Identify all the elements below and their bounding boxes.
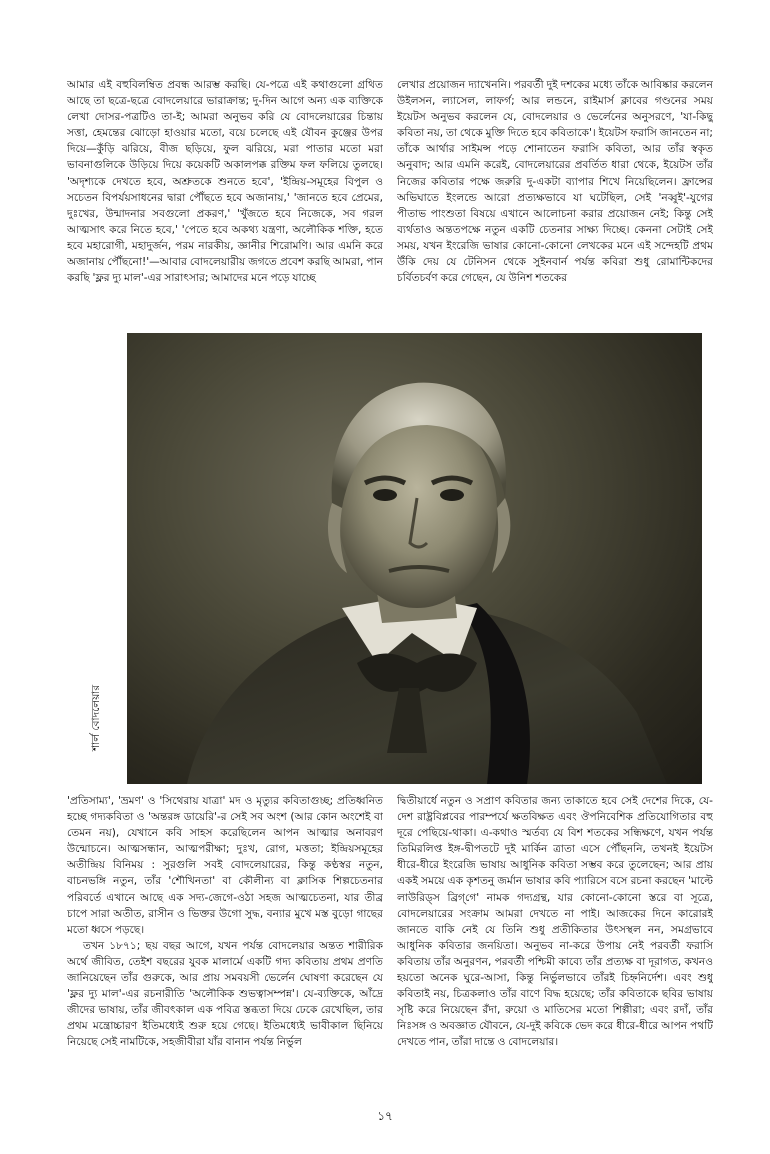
photo-caption: শার্ল বোদলেয়ার [90, 684, 102, 751]
page-number: ১৭ [377, 1109, 393, 1123]
column-bottom-right [397, 793, 713, 1086]
column-top-right [397, 77, 713, 335]
portrait-photo [127, 333, 702, 784]
portrait-image [127, 333, 702, 784]
column-top-left [67, 77, 383, 335]
paragraph: লেখার প্রয়োজন দ্যাখেননি। পরবর্তী দুই দশকের মধ্যে তাঁকে আবিষ্কার করলেন উইলসন, ল্যাসেল, লাফর্গ; আর লন্ডনে, রাইমার্স ক্লাবের গণ্ডনের সময় ইয়েটস অনুভব করলেন যে, বোদলেয়ার ও ভের্লেনের অনুসরণে, 'যা-কিছু কবিতা নয়, তা থেকে মুক্তি দিতে হবে কবিতাকে'। ইয়েটস ফরাসি জানতেন না; তাঁকে আর্থার সাইমন্স পড়ে শোনাতেন ফরাসি কবিতা, আর তাঁর স্বকৃত অনুবাদ; আর এমনি করেই, বোদলেয়ারের প্রবর্তিত ধারা থেকে, ইয়েটস তাঁর নিজের কবিতার পক্ষে জরুরি দু-একটা ব্যাপার শিখে নিয়েছিলেন। ফ্রান্সের অভিঘাতে ইংলন্ডে আরো প্রত্যক্ষভাবে যা ঘটেছিল, সেই 'নব্বুই'-যুগের পীতাভ পাংশুতা বিষয়ে এখানে আলোচনা করার প্রয়োজন নেই; কিন্তু সেই ব্যর্থতাও অন্ততপক্ষে নতুন একটি চেতনার সাক্ষ্য দিচ্ছে। কেননা সেটাই সেই সময়, যখন ইংরেজি ভাষার কোনো-কোনো লেখকের মনে এই সন্দেহটি প্রথম উঁকি দেয় যে টেনিসন থেকে সুইনবার্ন পর্যন্ত কবিরা শুধু রোমান্টিকদের চর্বিতচর্বণ করে গেছেন, যে উনিশ শতকের [397, 79, 713, 285]
paragraph: 'প্রতিসাম্য', 'ভ্রমণ' ও 'সিথেরায় যাত্রা' মদ ও মৃত্যুর কবিতাগুচ্ছ; প্রতিধ্বনিত হচ্ছে গদ্যকবিতা ও 'অন্তরঙ্গ ডায়েরি'-র সেই সব অংশ (আর কোন অংশেই বা তেমন নয়), যেখানে কবি সাহস করেছিলেন আপন আত্মার অনাবরণ উন্মোচনে। আত্মসন্ধান, আত্মপরীক্ষা; দুঃখ, রোগ, মত্ততা; ইন্দ্রিয়সমূহের অতীন্দ্রিয় বিনিময় : সুরগুলি সবই বোদলেয়ারের, কিন্তু কণ্ঠস্বর নতুন, বাচনভঙ্গি নতুন, তাঁর 'শৌখিনতা' বা কৌলীন্য বা ক্লাসিক শিল্পচেতনার পরিবর্তে এখানে আছে এক সদ্য-জেগে-ওঠা সহজ আত্মচেতনা, যার তীব্র চাপে সারা অতীত, রাসীন ও ভিক্তর উগো সুদ্ধ, বন্যার মুখে মস্ত বুড়ো গাছের মতো ধ্বসে পড়ছে। [67, 795, 383, 936]
paragraph: দ্বিতীয়ার্ধে নতুন ও সপ্রাণ কবিতার জন্য তাকাতে হবে সেই দেশের দিকে, যে-দেশ রাষ্ট্রবিপ্লবের পারম্পর্যে ক্ষতবিক্ষত এবং ঔপনিবেশিক প্রতিযোগিতার বহু দূরে পেছিয়ে-থাকা। এ-কথাও স্মর্তব্য যে বিশ শতকের সন্ধিক্ষণে, যখন পর্যন্ত তিমিরলিপ্ত ইঙ্গ-দ্বীপতটে দুই মার্কিন ত্রাতা এসে পৌঁছননি, তখনই ইয়েটস ধীরে-ধীরে ইংরেজি ভাষায় আধুনিক কবিতা সম্ভব করে তুলেছেন; আর প্রায় একই সময়ে এক কৃশতনু জর্মান ভাষার কবি প্যারিসে বসে রচনা করছেন 'মাল্টে লাউরিড্‌স ব্রিগ্‌গে' নামক গদ্যগ্রন্থ, যার কোনো-কোনো স্তরে বা সূত্রে, বোদলেয়ারের সংক্রাম আমরা দেখতে না পাই। আজকের দিনে কারোরই জানতে বাকি নেই যে তিনি শুধু প্রতীকিতার উৎসস্থল নন, সমগ্রভাবে আধুনিক কবিতার জনয়িতা। অনুভব না-করে উপায় নেই পরবর্তী ফরাসি কবিতায় তাঁর অনুরণন, পরবর্তী পশ্চিমী কাব্যে তাঁর প্রত্যক্ষ বা দূরাগত, কখনও হয়তো অনেক ঘুরে-আসা, কিন্তু নির্ভুলভাবে তাঁরই চিহ্ননির্দেশ। এবং শুধু কবিতাই নয়, চিত্রকলাও তাঁর বাণে বিদ্ধ হয়েছে; তাঁর কবিতাকে ছবির ভাষায় সৃষ্টি করে নিয়েছেন রঁদা, রুয়ো ও মাতিসের মতো শিল্পীরা; এবং রদাঁ, তাঁর নিঃসঙ্গ ও অবজ্ঞাত যৌবনে, যে-দুই কবিকে ভেদ করে ধীরে-ধীরে আপন পথটি দেখতে পান, তাঁরা দান্তে ও বোদলেয়ার। [397, 795, 713, 1049]
paragraph: আমার এই বহুবিলম্বিত প্রবন্ধ আরম্ভ করছি। যে-পত্রে এই কথাগুলো গ্রথিত আছে তা ছত্রে-ছত্রে বোদলেয়ারে ভারাক্রান্ত; দু-দিন আগে অন্য এক ব্যক্তিকে লেখা দোসর-পত্রটিও তা-ই; আমরা অনুভব করি যে বোদলেয়ারের চিন্তায় সত্তা, হেমন্তের ঝোড়ো হাওয়ার মতো, বয়ে চলেছে এই যৌবন কুঞ্জের উপর দিয়ে—কুঁড়ি ঝরিয়ে, বীজ ছড়িয়ে, ফুল ঝরিয়ে, মরা পাতার মতো মরা ভাবনাগুলিকে উড়িয়ে দিয়ে কয়েকটি অকালপক্ক রক্তিম ফল ফলিয়ে তুলছে। 'অদৃশ্যকে দেখতে হবে, অশ্রুতকে শুনতে হবে', 'ইন্দ্রিয়-সমূহের বিপুল ও সচেতন বিপর্যয়সাধনের দ্বারা পৌঁছতে হবে অজানায়,' 'জানতে হবে প্রেমের, দুঃখের, উন্মাদনার সবগুলো প্রকরণ,' 'খুঁজতে হবে নিজেকে, সব গরল আত্মসাৎ করে নিতে হবে,' 'পেতে হবে অকথ্য যন্ত্রণা, অলৌকিক শক্তি, হতে হবে মহারোগী, মহাদুর্জন, পরম নারকীয়, জ্ঞানীর শিরোমণি। আর এমনি করে অজানায় পৌঁছনো!'—আবার বোদলেয়ারীয় জগতে প্রবেশ করছি আমরা, পান করছি 'ফ্লর দ্যু মাল'-এর সারাৎসার; আমাদের মনে পড়ে যাচ্ছে [67, 79, 383, 285]
column-bottom-left [67, 793, 383, 1086]
paragraph: তখন ১৮৭১; ছয় বছর আগে, যখন পর্যন্ত বোদলেয়ার অন্তত শারীরিক অর্থে জীবিত, তেইশ বছরের যুবক মালার্মে একটি গদ্য কবিতায় প্রথম প্রণতি জানিয়েছেন তাঁর গুরুকে, আর প্রায় সমবয়সী ভের্লেন ঘোষণা করেছেন যে 'ফ্লর দ্যু মাল'-এর রচনারীতি 'অলৌকিক শুভত্বাসম্পন্ন'। যে-ব্যক্তিকে, আঁদ্রে জীদের ভাষায়, তাঁর জীবৎকাল এক পবিত্র স্তব্ধতা দিয়ে ঢেকে রেখেছিল, তার প্রথম মন্ত্রোচ্চারণ ইতিমধ্যেই শুরু হয়ে গেছে। ইতিমধ্যেই ভাবীকাল ছিনিয়ে নিয়েছে সেই নামটিকে, সহজীবীরা যাঁর বানান পর্যন্ত নির্ভুল [67, 939, 383, 1049]
